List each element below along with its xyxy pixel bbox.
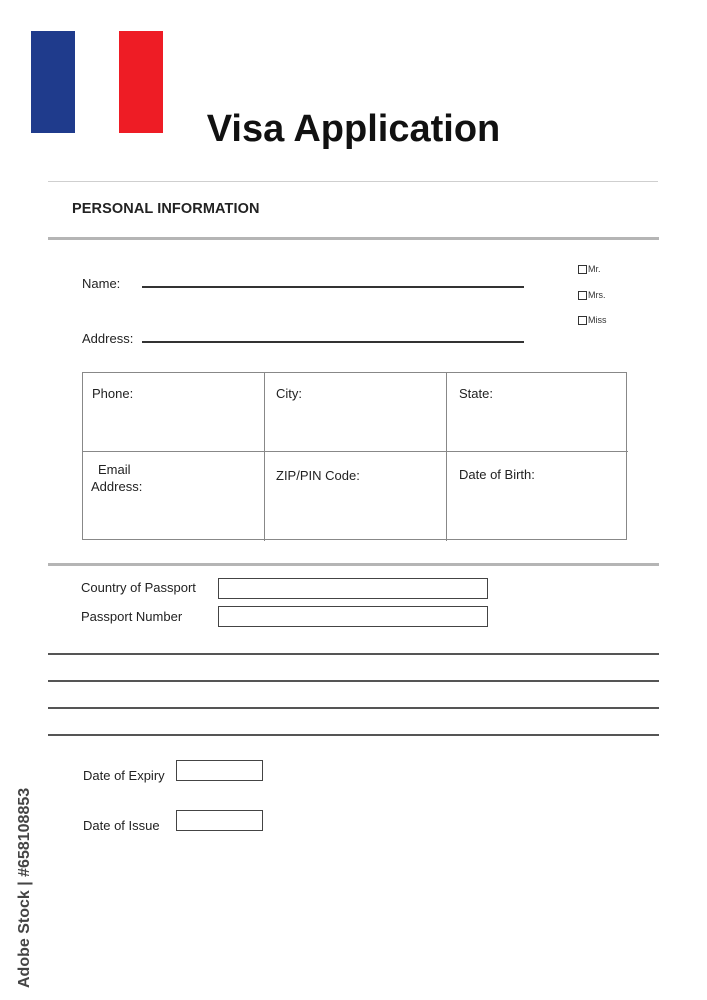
dob-cell[interactable]: [447, 452, 628, 541]
blank-line-2[interactable]: [48, 680, 659, 682]
section-personal-information: PERSONAL INFORMATION: [72, 201, 260, 217]
passport-country-label: Country of Passport: [81, 580, 196, 595]
stock-watermark-text: Adobe Stock | #658108853: [16, 787, 33, 988]
stock-watermark: [14, 760, 34, 990]
state-label: State:: [459, 386, 493, 401]
email-label-line1: Email: [98, 462, 131, 477]
checkbox-mrs[interactable]: [578, 290, 606, 300]
phone-cell[interactable]: [83, 373, 265, 452]
checkbox-mr-box[interactable]: [578, 265, 587, 274]
expiry-label: Date of Expiry: [83, 768, 165, 783]
passport-section-divider: [48, 563, 659, 566]
zip-cell[interactable]: [265, 452, 447, 541]
issue-input[interactable]: [176, 810, 263, 831]
name-label: Name:: [82, 276, 121, 291]
checkbox-miss-box[interactable]: [578, 316, 587, 325]
city-cell[interactable]: [265, 373, 447, 452]
checkbox-miss-label: Miss: [588, 315, 607, 325]
checkbox-mrs-label: Mrs.: [588, 290, 606, 300]
passport-number-label: Passport Number: [81, 609, 183, 624]
passport-country-input[interactable]: [218, 578, 488, 599]
state-cell[interactable]: [447, 373, 628, 452]
passport-number-input[interactable]: [218, 606, 488, 627]
city-label: City:: [276, 386, 302, 401]
zip-label: ZIP/PIN Code:: [276, 468, 360, 483]
checkbox-miss[interactable]: [578, 315, 607, 325]
blank-line-1[interactable]: [48, 653, 659, 655]
phone-label: Phone:: [92, 386, 134, 401]
address-label: Address:: [82, 331, 134, 346]
name-input-line[interactable]: [142, 286, 524, 288]
email-label-line2: Address:: [91, 479, 143, 494]
expiry-input[interactable]: [176, 760, 263, 781]
email-cell[interactable]: [83, 452, 265, 541]
issue-label: Date of Issue: [83, 818, 160, 833]
address-input-line[interactable]: [142, 341, 524, 343]
checkbox-mr[interactable]: [578, 264, 601, 274]
blank-line-3[interactable]: [48, 707, 659, 709]
header-divider: [48, 181, 658, 182]
checkbox-mr-label: Mr.: [588, 264, 601, 274]
page-title: [0, 108, 707, 151]
page-title-text: Visa Application: [206, 108, 501, 150]
section-divider: [48, 237, 659, 240]
contact-grid: [82, 372, 627, 540]
checkbox-mrs-box[interactable]: [578, 291, 587, 300]
dob-label: Date of Birth:: [459, 467, 535, 482]
blank-line-4[interactable]: [48, 734, 659, 736]
